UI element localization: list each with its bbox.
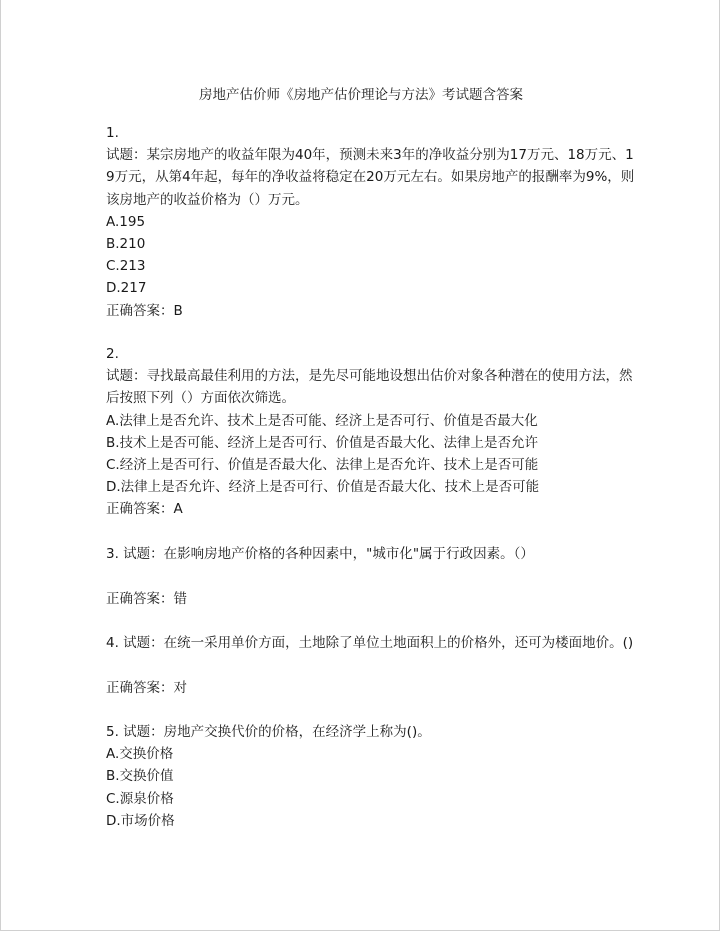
question-line: 5. 试题：房地产交换代价的价格，在经济学上称为()。 — [106, 724, 431, 740]
option-d: D.市场价格 — [106, 812, 175, 829]
option-a: A.交换价格 — [106, 746, 174, 763]
option-a: A.法律上是否允许、技术上是否可能、经济上是否可行、价值是否最大化 — [106, 412, 538, 429]
correct-answer: 正确答案：对 — [106, 680, 187, 696]
correct-answer: 正确答案：A — [106, 501, 183, 518]
question-stem-line: 该房地产的收益价格为（）万元。 — [106, 191, 309, 208]
option-b: B.交换价值 — [106, 768, 174, 785]
question-stem-line: 9万元，从第4年起，每年的净收益将稳定在20万元左右。如果房地产的报酬率为9%，则 — [106, 169, 635, 186]
option-c: C.经济上是否可行、价值是否最大化、法律上是否允许、技术上是否可能 — [106, 456, 539, 473]
question-stem-line: 试题：寻找最高最佳利用的方法，是先尽可能地设想出估价对象各种潜在的使用方法，然 — [106, 368, 633, 385]
question-number: 2. — [106, 346, 119, 362]
question-4-answer — [106, 677, 621, 699]
option-b: B.技术上是否可能、经济上是否可行、价值是否最大化、法律上是否允许 — [106, 434, 539, 451]
option-a: A.195 — [106, 213, 146, 230]
question-stem-line: 后按照下列（）方面依次筛选。 — [106, 390, 295, 407]
question-5 — [106, 721, 621, 832]
option-b: B.210 — [106, 235, 146, 252]
question-1 — [106, 122, 635, 322]
correct-answer: 正确答案：B — [106, 302, 183, 319]
option-d: D.217 — [106, 280, 147, 297]
question-3 — [106, 543, 621, 565]
option-d: D.法律上是否允许、经济上是否可行、价值是否最大化、技术上是否可能 — [106, 479, 540, 496]
question-4 — [106, 632, 634, 654]
option-c: C.213 — [106, 258, 146, 275]
document-title: 房地产估价师《房地产估价理论与方法》考试题含答案 — [199, 87, 523, 103]
question-number: 1. — [106, 125, 119, 141]
option-c: C.源泉价格 — [106, 790, 174, 807]
question-2 — [106, 343, 633, 521]
correct-answer: 正确答案：错 — [106, 591, 187, 607]
question-line: 3. 试题：在影响房地产价格的各种因素中，"城市化"属于行政因素。（） — [106, 546, 534, 562]
question-stem-line: 试题：某宗房地产的收益年限为40年，预测未来3年的净收益分别为17万元、18万元、1 — [106, 147, 634, 164]
question-line: 4. 试题：在统一采用单价方面，土地除了单位土地面积上的价格外，还可为楼面地价。() — [106, 635, 634, 651]
question-3-answer — [106, 588, 621, 610]
